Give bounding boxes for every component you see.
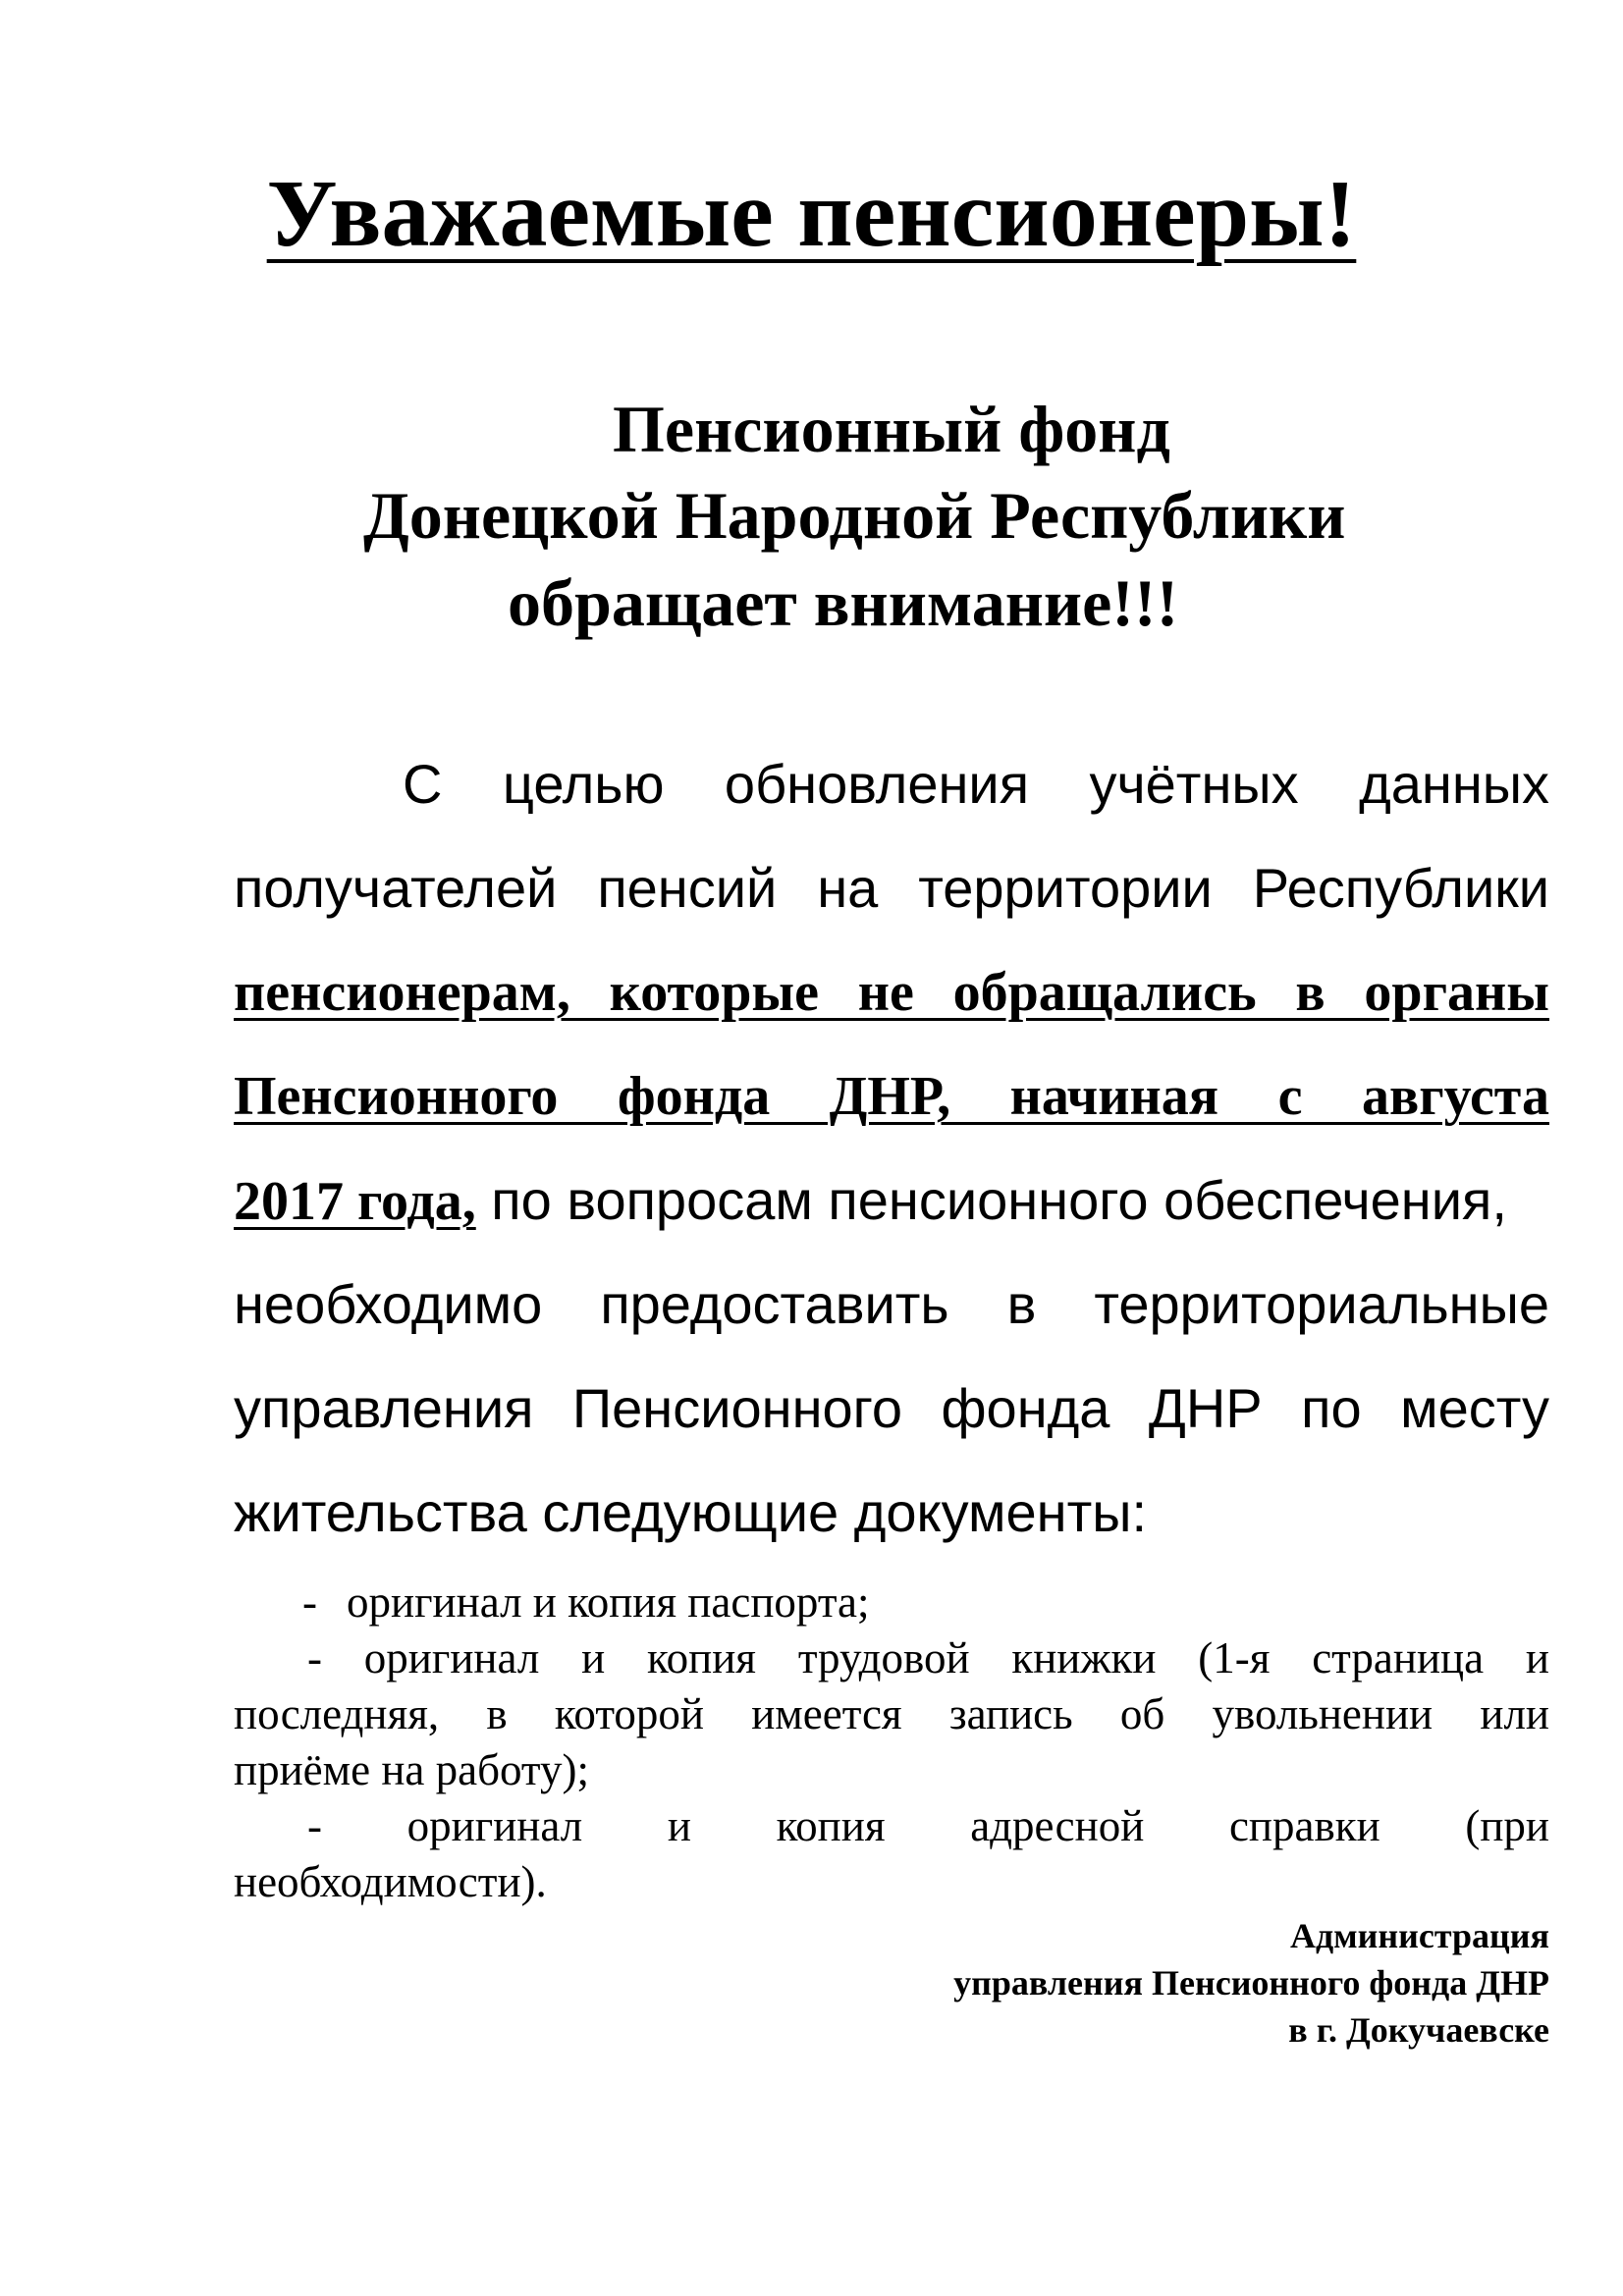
signature-line-2: управления Пенсионного фонда ДНР	[953, 1963, 1549, 2002]
paragraph-line-8: жительства следующие документы:	[234, 1481, 1148, 1543]
subtitle-line-1: Пенсионный фонд	[613, 392, 1170, 466]
signature-line-3: в г. Докучаевске	[1288, 2010, 1549, 2050]
main-paragraph	[234, 732, 1549, 1565]
paragraph-date-emphasis: 2017 года,	[234, 1171, 476, 1232]
page-title-text: Уважаемые пенсионеры!	[266, 161, 1357, 267]
subtitle-line-2: Донецкой Народной Республики	[363, 478, 1346, 553]
paragraph-line-5-rest: по вопросам пенсионного обеспечения,	[475, 1169, 1507, 1231]
signature-line-1: Администрация	[1289, 1916, 1549, 1955]
list-item-workbook-line-2: последняя, в которой имеется запись об увольнении или	[234, 1689, 1549, 1738]
paragraph-line-6: необходимо предоставить в территориальные	[234, 1273, 1549, 1335]
list-item-workbook-line-1: - оригинал и копия трудовой книжки (1-я страница и	[307, 1633, 1549, 1682]
list-item-address-line-1: - оригинал и копия адресной справки (при	[307, 1801, 1549, 1850]
subtitle-line-3: обращает внимание!!!	[508, 565, 1179, 640]
paragraph-line-4-emphasis: Пенсионного фонда ДНР, начиная с августа	[234, 1066, 1549, 1127]
page-title	[0, 155, 1623, 273]
signature-block	[953, 1912, 1549, 2054]
paragraph-line-1: С целью обновления учётных данных	[403, 753, 1549, 815]
paragraph-line-2: получателей пенсий на территории Республики	[234, 857, 1549, 919]
list-item-workbook-line-3: приёме на работу);	[234, 1745, 589, 1794]
paragraph-line-7: управления Пенсионного фонда ДНР по месту	[234, 1377, 1549, 1439]
list-item-passport-text: оригинал и копия паспорта;	[347, 1577, 870, 1627]
paragraph-line-3-emphasis: пенсионерам, которые не обращались в органы	[234, 962, 1549, 1023]
list-item-passport	[234, 1575, 1549, 1630]
documents-list	[234, 1575, 1549, 1910]
list-dash: -	[302, 1577, 317, 1627]
list-item-address-line-2: необходимости).	[234, 1857, 547, 1906]
paragraph-line-5	[234, 1148, 1549, 1253]
